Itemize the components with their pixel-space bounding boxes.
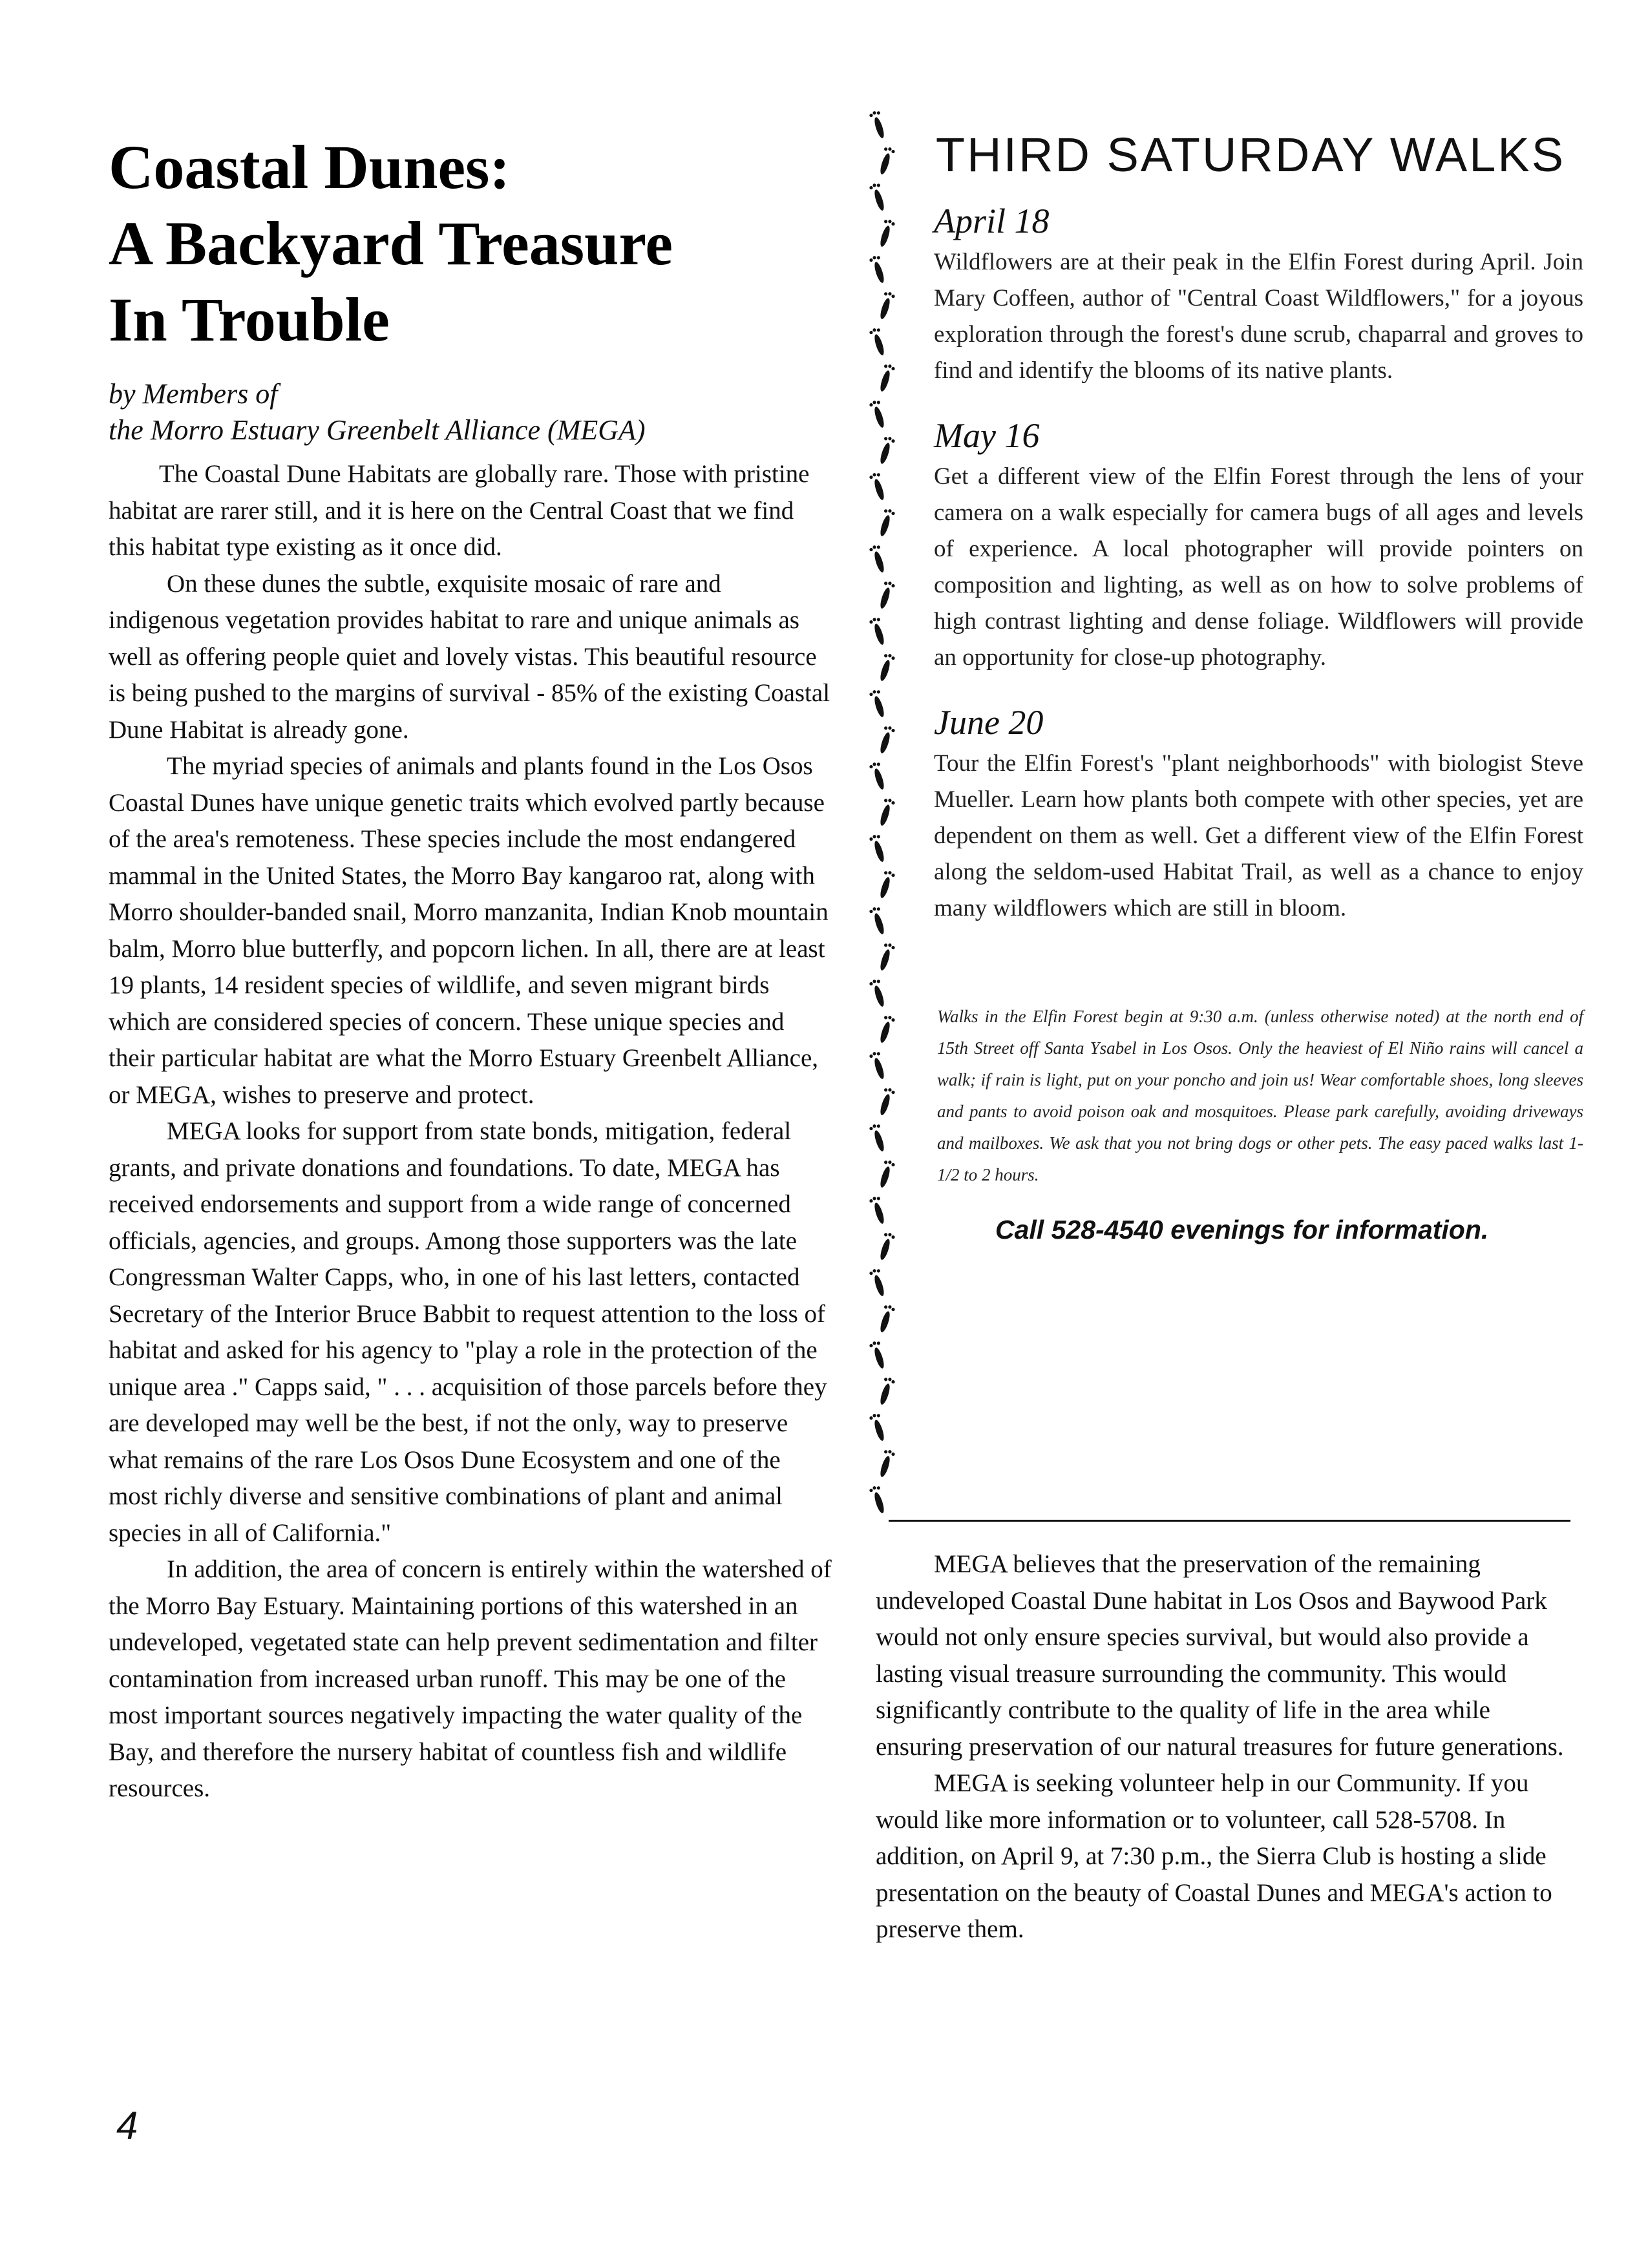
section-divider [889, 1520, 1570, 1522]
article-headline [109, 129, 832, 358]
footprint-icon [869, 1340, 888, 1370]
walk-date: May 16 [934, 416, 1040, 455]
footprint-icon [869, 1412, 888, 1443]
page-number: 4 [116, 2104, 138, 2147]
walks-note: Walks in the Elfin Forest begin at 9:30 a.m. (unless otherwise noted) at the north end of 15th Street off Santa Ysabel in Los Osos. Only the heaviest of El Niño rains will cancel a walk; if rain is light, put on your poncho and join us! Wear comfortable shoes, long sleeves and pants to avoid poison oak and mosquitoes. Please park carefully, avoiding driveways and mailboxes. We ask that you not bring dogs or other pets. The easy paced walks last 1-1/2 to 2 hours. [937, 1007, 1583, 1184]
article-paragraph: The myriad species of animals and plants found in the Los Osos Coastal Dunes have unique genetic traits which evolved partly because of the area's remoteness. These species include the most endangered mammal in the United States, the Morro Bay kangaroo rat, along with Morro shoulder-banded snail, Morro manzanita, Indian Knob mountain balm, Morro blue butterfly, and popcorn lichen. In all, there are at least 19 plants, 14 resident species of wildlife, and seven migrant birds which are considered species of concern. These unique species and their particular habitat are what the Morro Estuary Greenbelt Alliance, or MEGA, wishes to preserve and protect. [109, 752, 829, 1109]
walk-description: Wildflowers are at their peak in the Elfin Forest during April. Join Mary Coffeen, author of "Central Coast Wildflowers," for a joyous exploration through the forest's dune scrub, chaparral and groves to find and identify the blooms of its native plants. [934, 249, 1583, 384]
byline [109, 376, 832, 448]
footprint-icon [876, 1376, 896, 1407]
headline-line-1: Coastal Dunes: [109, 132, 511, 202]
walks-title: THIRD SATURDAY WALKS [935, 128, 1566, 182]
article-paragraph: On these dunes the subtle, exquisite mosaic of rare and indigenous vegetation provides habitat to rare and unique animals as well as offering people quiet and lovely vistas. This beautiful resource is being pushed to the margins of survival - 85% of the existing Coastal Dune Habitat is already gone. [109, 569, 830, 744]
walk-date: April 18 [934, 202, 1050, 240]
walks-call-info: Call 528-4540 evenings for information. [995, 1215, 1489, 1244]
article-column [109, 129, 832, 1807]
footprint-icon [876, 1449, 896, 1479]
article-paragraph: The Coastal Dune Habitats are globally rare. Those with pristine habitat are rarer still, and it is here on the Central Coast that we find this habitat type existing as it once did. [109, 460, 810, 561]
article-paragraph: MEGA is seeking volunteer help in our Community. If you would like more information or to volunteer, call 528-5708. In addition, on April 9, at 7:30 p.m., the Sierra Club is hosting a slide presentation on the beauty of Coastal Dunes and MEGA's action to preserve them. [876, 1769, 1552, 1943]
headline-line-3: In Trouble [109, 285, 390, 354]
footprint-icon [869, 1268, 888, 1298]
footprint-icon [876, 1304, 896, 1334]
article-paragraph: In addition, the area of concern is entirely within the watershed of the Morro Bay Estuary. Maintaining portions of this watershed in an undeveloped, vegetated state can help prevent sedimentation and filter contamination from increased urban runoff. This may be one of the most important sources negatively impacting the water quality of the Bay, and therefore the nursery habitat of countless fish and wildlife resources. [109, 1555, 832, 1802]
walk-item-april [934, 200, 1583, 389]
walks-sidebar [872, 116, 1583, 1249]
byline-line-2: the Morro Estuary Greenbelt Alliance (MEGA) [109, 414, 646, 446]
byline-line-1: by Members of [109, 378, 278, 410]
walk-item-june [934, 702, 1583, 927]
walk-description: Tour the Elfin Forest's "plant neighborhoods" with biologist Steve Mueller. Learn how plants both compete with other species, yet are dependent on them as well. Get a different view of the Elfin Forest along the seldom-used Habitat Trail, as well as a chance to enjoy many wildflowers which are still in bloom. [934, 750, 1583, 921]
footprint-icon [869, 1485, 888, 1515]
headline-line-2: A Backyard Treasure [109, 209, 673, 278]
walk-description: Get a different view of the Elfin Forest through the lens of your camera on a walk especially for camera bugs of all ages and levels of experience. A local photographer will provide pointers on composition and lighting, as well as on how to solve problems of high contrast lighting and dense foliage. Wildflowers will provide an opportunity for close-up photography. [934, 463, 1583, 671]
walk-item-may [934, 415, 1583, 676]
article-continued [876, 1546, 1577, 1948]
article-paragraph: MEGA looks for support from state bonds, mitigation, federal grants, and private donations and foundations. To date, MEGA has received endorsements and support from a wide range of concerned officials, agencies, and groups. Among those supporters was the late Congressman Walter Capps, who, in one of his last letters, contacted Secretary of the Interior Bruce Babbit to request attention to the loss of habitat and asked for his agency to "play a role in the protection of the unique area ." Capps said, " . . . acquisition of those parcels before they are developed may well be the best, if not the only, way to preserve what remains of the rare Los Osos Dune Ecosystem and one of the most richly diverse and sensitive combinations of plant and animal species in all of California." [109, 1117, 827, 1547]
walk-date: June 20 [934, 703, 1044, 742]
article-paragraph: MEGA believes that the preservation of the remaining undeveloped Coastal Dune habitat in Los Osos and Baywood Park would not only ensure species survival, but would also provide a lasting visual treasure surrounding the community. This would significantly contribute to the quality of life in the area while ensuring preservation of our natural treasures for future generations. [876, 1550, 1564, 1761]
